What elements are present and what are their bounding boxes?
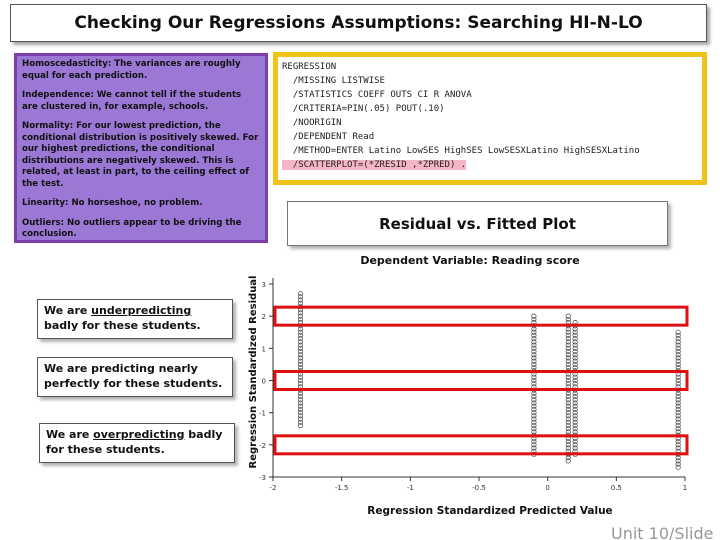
y-axis-label: Regression Standardized Residual — [248, 275, 259, 469]
highlight-band — [275, 307, 687, 325]
x-tick-label: 1 — [682, 484, 688, 492]
highlight-band — [275, 436, 687, 454]
slide-title: Checking Our Regressions Assumptions: Searching HI-N-LO — [10, 4, 707, 42]
callout-underpredicting: We are underpredicting badly for these students. — [37, 299, 233, 339]
y-tick-label: -2 — [259, 441, 266, 450]
syntax-line: REGRESSION — [282, 62, 337, 72]
syntax-line: /METHOD=ENTER Latino LowSES HighSES LowSESXLatino HighSESXLatino — [282, 146, 640, 156]
highlight-band — [275, 372, 687, 390]
data-point — [676, 330, 680, 334]
x-tick-label: -2 — [269, 484, 277, 492]
y-tick-label: 1 — [261, 345, 266, 354]
x-tick-label: 0 — [545, 484, 550, 492]
x-tick-label: -1 — [406, 484, 414, 492]
spss-syntax-box — [273, 52, 707, 185]
assumptions-box — [14, 53, 268, 243]
x-tick-label: 0.5 — [610, 484, 622, 492]
chart-title: Dependent Variable: Reading score — [360, 254, 580, 267]
syntax-line-highlighted — [282, 158, 698, 172]
x-tick-label: -1.5 — [334, 484, 349, 492]
syntax-line: /DEPENDENT Read — [282, 132, 375, 142]
x-tick-label: -0.5 — [472, 484, 486, 492]
data-point — [532, 314, 536, 318]
slide-footer: Unit 10/Slide — [611, 524, 714, 540]
y-tick-label: -3 — [259, 474, 266, 482]
emph-underpredicting: underpredicting — [91, 304, 192, 317]
y-tick-label: 2 — [261, 313, 266, 322]
callout-overpredicting: We are overpredicting badly for these students. — [39, 423, 235, 463]
emph-overpredicting: overpredicting — [93, 428, 185, 441]
syntax-line: /MISSING LISTWISE — [282, 76, 385, 86]
residual-scatterplot — [255, 270, 695, 495]
data-point — [298, 291, 302, 295]
assumption-normality: Normality: For our lowest prediction, the conditional distribution is positively skewed. For our highest predictions, the conditional distributions are negatively skewed. This is related, at least in part, to the ceiling effect of the test. — [22, 121, 259, 189]
callout-predicting-nearly-perfectly: We are predicting nearly perfectly for these students. — [37, 357, 233, 397]
syntax-line: /CRITERIA=PIN(.05) POUT(.10) — [282, 104, 445, 114]
data-point — [566, 314, 570, 318]
assumption-homoscedasticity: Homoscedasticity: The variances are roughly equal for each prediction. — [22, 59, 241, 81]
scatterplot-command: /SCATTERPLOT=(*ZRESID ,*ZPRED) . — [282, 160, 467, 170]
plot-box-title: Residual vs. Fitted Plot — [287, 201, 668, 246]
assumption-independence: Independence: We cannot tell if the students are clustered in, for example, schools. — [22, 90, 242, 112]
y-tick-label: 3 — [261, 281, 266, 289]
y-tick-label: 0 — [261, 377, 266, 386]
x-axis-label: Regression Standardized Predicted Value — [367, 505, 613, 517]
syntax-line: /NOORIGIN — [282, 118, 342, 128]
y-tick-label: -1 — [259, 409, 266, 418]
syntax-line: /STATISTICS COEFF OUTS CI R ANOVA — [282, 90, 472, 100]
assumption-linearity: Linearity: No horseshoe, no problem. — [22, 198, 203, 208]
assumption-outliers: Outliers: No outliers appear to be driving the conclusion. — [22, 217, 242, 239]
